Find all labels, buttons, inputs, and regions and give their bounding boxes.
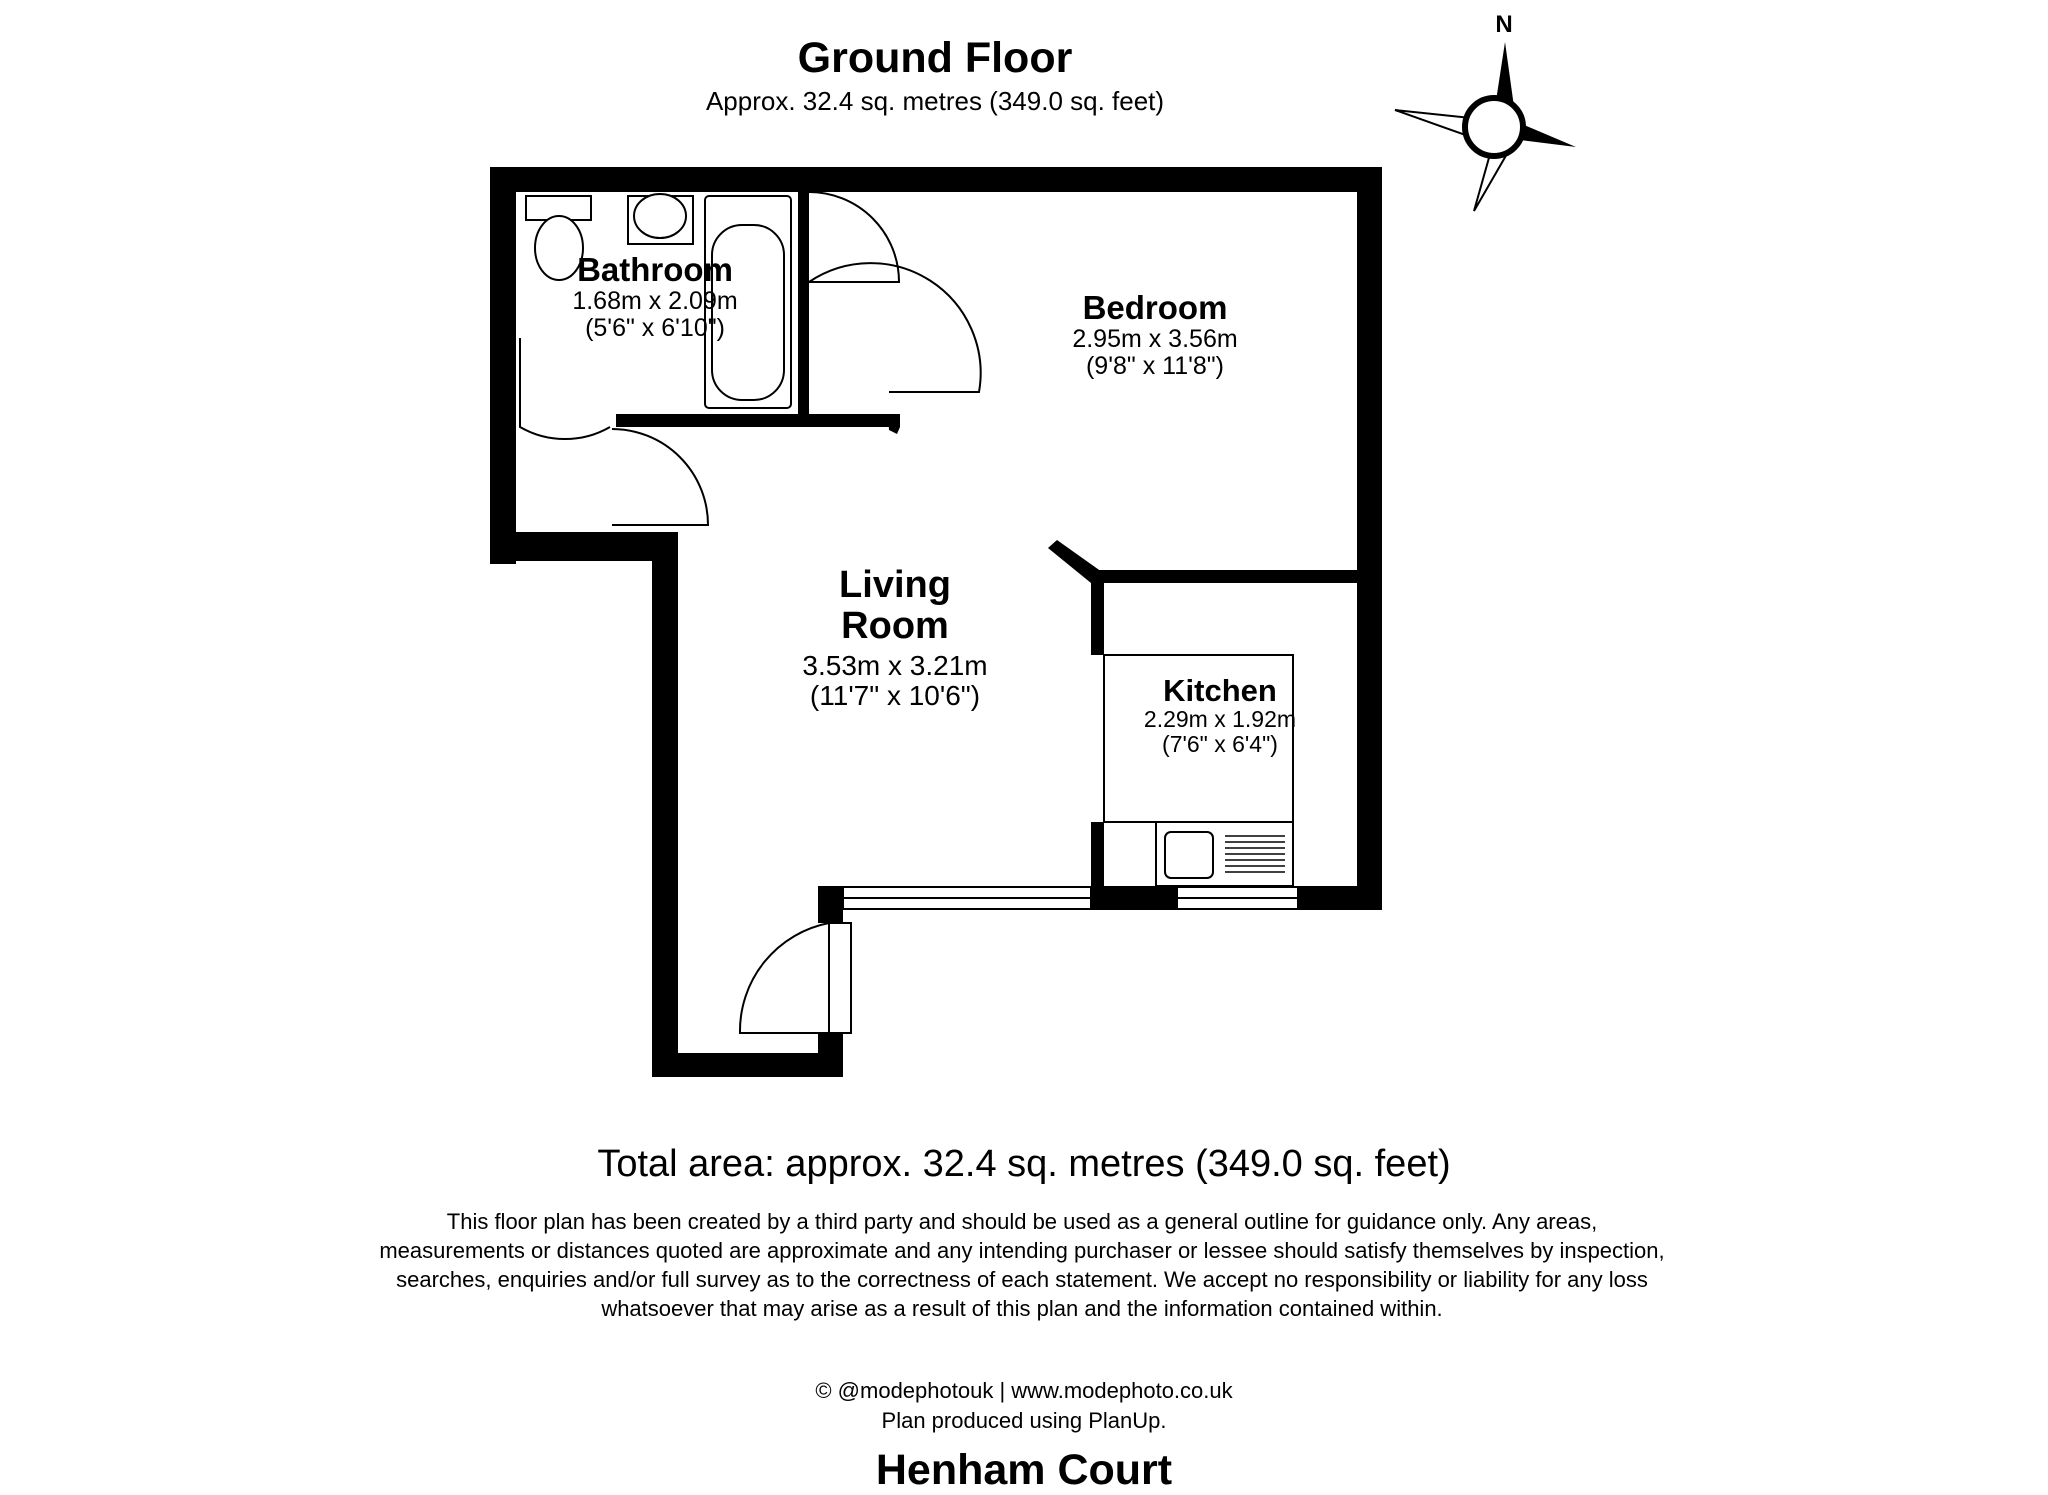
room-dimensions-imperial: (9'8" x 11'8") [1085, 351, 1224, 380]
room-label-living-room [760, 565, 1030, 712]
room-name: Bathroom [577, 251, 733, 288]
room-name: Bedroom [1082, 289, 1228, 326]
room-dimensions-imperial: (5'6" x 6'10") [585, 313, 725, 342]
compass-rose-icon [1395, 11, 1576, 211]
room-dimensions-metric: 1.68m x 2.09m [572, 286, 738, 315]
room-name-line1: Living [839, 564, 951, 606]
floor-area-subtitle: Approx. 32.4 sq. metres (349.0 sq. feet) [705, 86, 1165, 116]
total-area: Total area: approx. 32.4 sq. metres (349.0 sq. feet) [597, 1143, 1451, 1185]
plan-credit-line: Plan produced using PlanUp. [881, 1408, 1167, 1433]
room-dimensions-metric: 2.95m x 3.56m [1072, 324, 1238, 353]
property-name: Henham Court [875, 1446, 1173, 1494]
north-label: N [1495, 11, 1513, 38]
room-label-bedroom [1030, 290, 1280, 380]
sink-icon [1165, 832, 1213, 878]
floor-title: Ground Floor [797, 34, 1073, 82]
windows [843, 887, 1298, 909]
room-label-bathroom [548, 252, 762, 342]
room-label-kitchen [1110, 674, 1330, 757]
credit [0, 1376, 2048, 1436]
disclaimer-text: This floor plan has been created by a third party and should be used as a general outline for guidance only. Any areas, measurements or distances quoted are approximate and any intending purchaser or lessee should satisfy themselves by inspection, searches, enquiries and/or full survey as to the correctness of each statement. We accept no responsibility or liability for any loss whatsoever that may arise as a result of this plan and the information contained within. [379, 1209, 1665, 1321]
room-name: Kitchen [1163, 673, 1277, 708]
room-dimensions-imperial: (11'7" x 10'6") [809, 680, 981, 712]
room-name-line2: Room [841, 605, 949, 648]
room-dimensions-metric: 2.29m x 1.92m [1143, 706, 1297, 733]
room-dimensions-imperial: (7'6" x 6'4") [1162, 731, 1278, 758]
room-dimensions-metric: 3.53m x 3.21m [802, 650, 988, 682]
credit-line: © @modephotouk | www.modephoto.co.uk [815, 1378, 1233, 1403]
